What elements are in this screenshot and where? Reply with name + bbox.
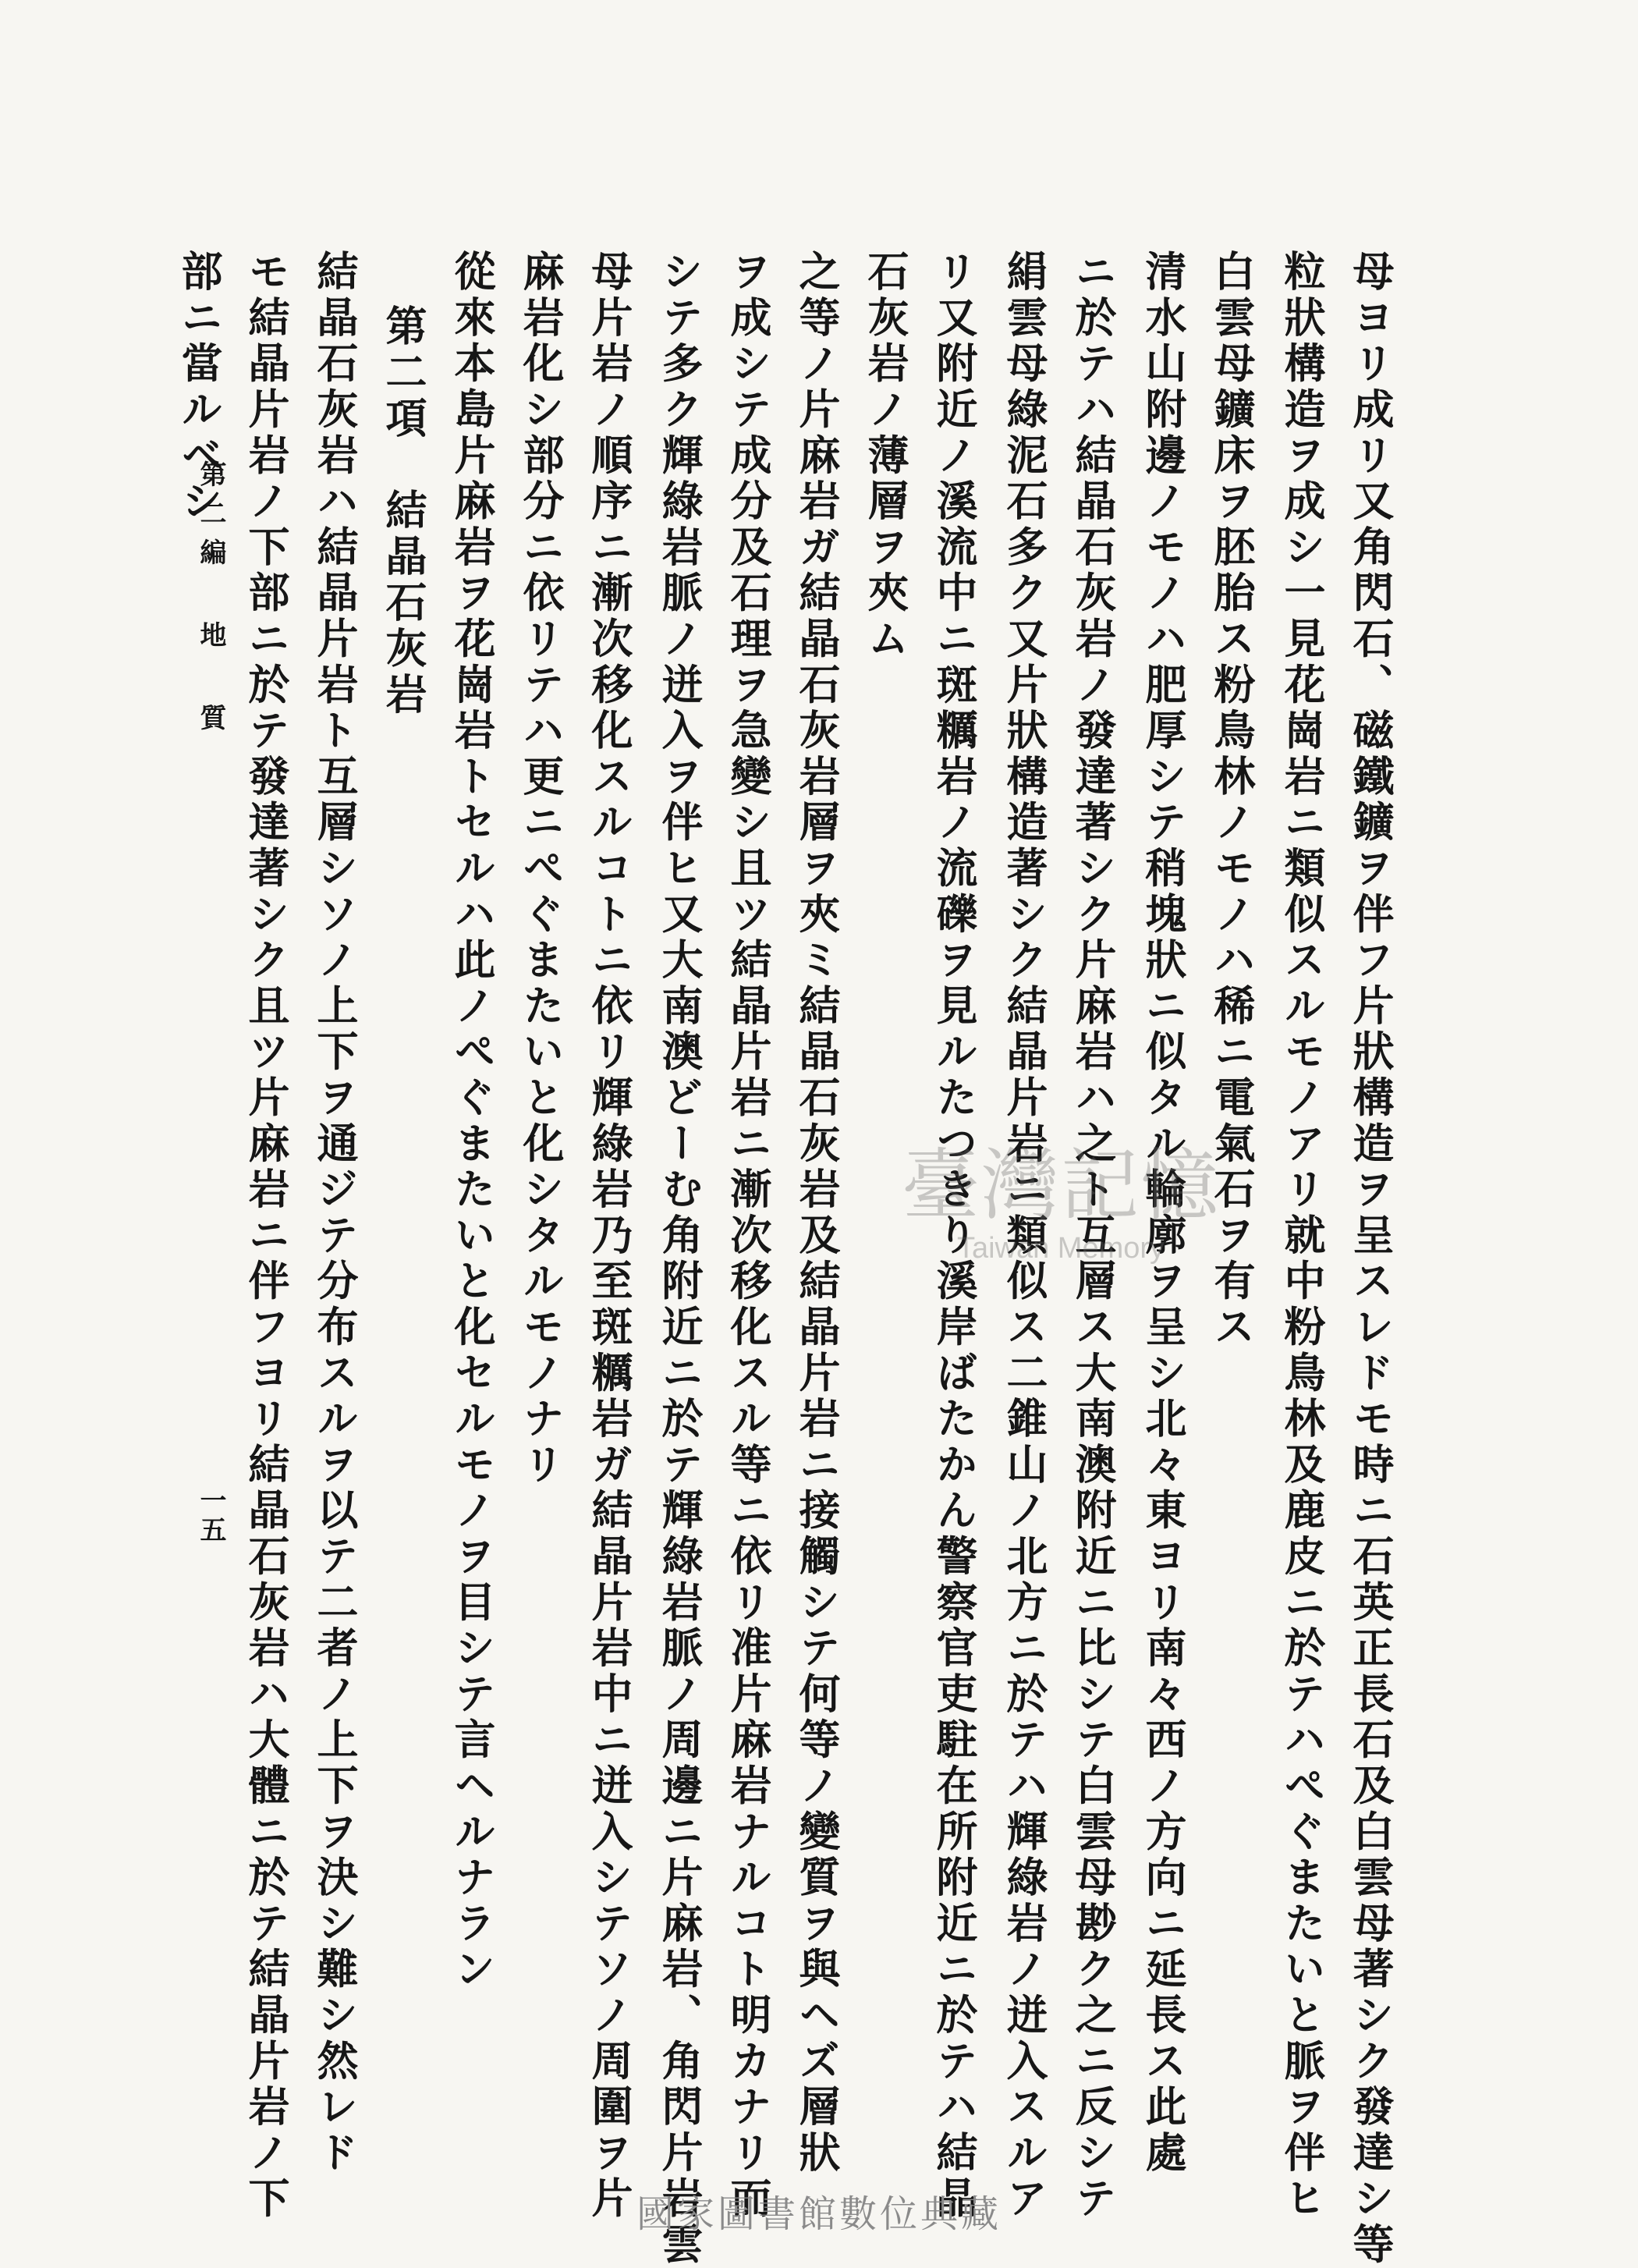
body-column-17: モ結晶片岩ノ下部ニ於テ發達著シク且ツ片麻岩ニ伴フヨリ結晶石灰岩ハ大體ニ於テ結晶片岩ノ下 [242, 250, 290, 2223]
watermark-english-text: Taiwan Memory [956, 1232, 1165, 1265]
footer-archive-credit: 國家圖書館數位典藏 [636, 2192, 1002, 2236]
page-number: 一五 [195, 1486, 226, 1546]
body-column-4: 清水山附邊ノモノハ肥厚シテ稍塊狀ニ似タル輪廓ヲ呈シ北々東ヨリ南々西ノ方向ニ延長ス此處 [1139, 250, 1187, 2177]
body-column-3: 白雲母鑛床ヲ胚胎ス粉鳥林ノモノハ稀ニ電氣石ヲ有ス [1207, 250, 1256, 1351]
body-column-12: 母片岩ノ順序ニ漸次移化スルコトニ依リ輝綠岩乃至斑糲岩ガ結晶片岩中ニ迸入シテソノ周圍ヲ片 [585, 250, 633, 2223]
body-column-10: ヲ成シテ成分及石理ヲ急變シ且ツ結晶片岩ニ漸次移化スル等ニ依リ准片麻岩ナルコト明カナリ而 [724, 250, 772, 2223]
body-column-16: 結晶石灰岩ハ結晶片岩ト互層シソノ上下ヲ通ジテ分布スルヲ以テ二者ノ上下ヲ決シ難シ然レド [310, 250, 359, 2177]
body-column-13: 麻岩化シ部分ニ依リテハ更ニぺぐまたいと化シタルモノナリ [516, 250, 565, 1489]
watermark-logo [842, 1139, 1279, 1264]
body-column-11: シテ多ク輝綠岩脈ノ迸入ヲ伴ヒ又大南澳どーむ角附近ニ於テ輝綠岩脈ノ周邊ニ片麻岩、角閃片岩雲 [655, 250, 704, 2268]
body-column-6: 絹雲母綠泥石多ク又片狀構造著シク結晶片岩ニ類似ス二錐山ノ北方ニ於テハ輝綠岩ノ迸入スルア [1000, 250, 1048, 2223]
body-column-2: 粒狀構造ヲ成シ一見花崗岩ニ類似スルモノアリ就中粉鳥林及鹿皮ニ於テハぺぐまたいと脈ヲ伴ヒ [1278, 250, 1326, 2223]
body-column-8: 石灰岩ノ薄層ヲ夾ム [861, 250, 909, 663]
section-heading: 第二項 結晶石灰岩 [379, 304, 427, 719]
body-column-5: ニ於テハ結晶石灰岩ノ發達著シク片麻岩ハ之ト互層ス大南澳附近ニ比シテ白雲母尠ク之ニ反シテ [1069, 250, 1117, 2223]
running-header-title: 第二編 地 質 [195, 460, 226, 743]
body-column-18: 部ニ當ルベシ [175, 250, 223, 525]
body-column-7: リ又附近ノ溪流中ニ斑糲岩ノ流礫ヲ見ルたつきり溪岸ばたかん警察官吏駐在所附近ニ於テハ結晶 [930, 250, 978, 2223]
body-column-9: 之等ノ片麻岩ガ結晶石灰岩層ヲ夾ミ結晶石灰岩及結晶片岩ニ接觸シテ何等ノ變質ヲ與ヘズ層狀 [792, 250, 841, 2177]
body-column-14: 從來本島片麻岩ヲ花崗岩トセルハ此ノぺぐまたいと化セルモノヲ目シテ言ヘルナラン [448, 250, 496, 1993]
body-column-1: 母ヨリ成リ又角閃石、磁鐵鑛ヲ伴フ片狀構造ヲ呈スレドモ時ニ石英正長石及白雲母著シク發達シ等 [1346, 250, 1395, 2268]
watermark-chinese-text: 臺灣記憶 [902, 1140, 1220, 1231]
